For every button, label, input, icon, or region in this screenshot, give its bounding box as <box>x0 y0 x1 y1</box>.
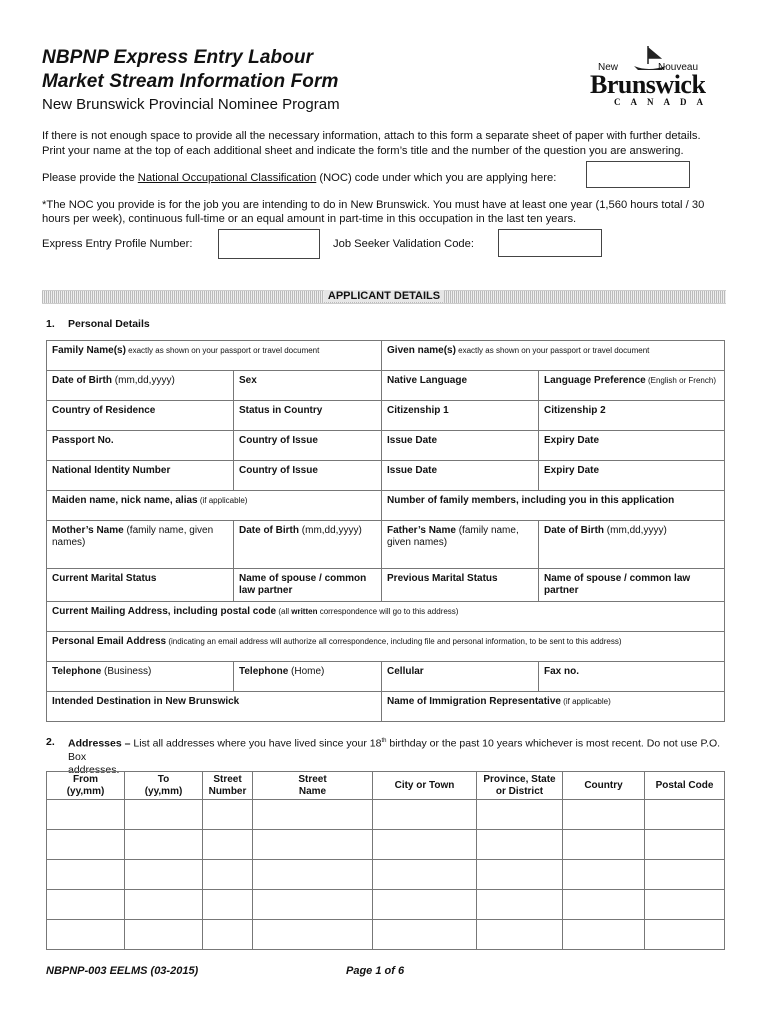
address-cell[interactable] <box>203 920 253 950</box>
email-field[interactable]: Personal Email Address (indicating an email address will authorize all correspondence, including file and personal information, to be sent to this address) <box>47 632 725 662</box>
family-name-field[interactable]: Family Name(s) exactly as shown on your passport or travel document <box>47 341 382 371</box>
table-row <box>47 920 725 950</box>
q2-number: 2. <box>46 736 55 748</box>
table-row <box>47 521 725 569</box>
dob-field[interactable]: Date of Birth (mm,dd,yyyy) <box>47 371 234 401</box>
marital-status-field[interactable]: Current Marital Status <box>47 569 234 602</box>
address-cell[interactable] <box>645 800 725 830</box>
address-cell[interactable] <box>645 890 725 920</box>
address-cell[interactable] <box>253 920 373 950</box>
noc-prefix: Please provide the <box>42 172 138 184</box>
address-cell[interactable] <box>47 800 125 830</box>
address-cell[interactable] <box>373 890 477 920</box>
noc-code-input[interactable] <box>586 161 690 188</box>
table-row <box>47 569 725 602</box>
address-cell[interactable] <box>203 830 253 860</box>
address-cell[interactable] <box>253 830 373 860</box>
q1-number: 1. <box>46 318 55 330</box>
previous-marital-status-field[interactable]: Previous Marital Status <box>382 569 539 602</box>
address-cell[interactable] <box>645 920 725 950</box>
address-cell[interactable] <box>125 890 203 920</box>
table-row <box>47 341 725 371</box>
address-cell[interactable] <box>203 860 253 890</box>
address-column-header: Street Name <box>253 772 373 800</box>
address-cell[interactable] <box>253 890 373 920</box>
address-cell[interactable] <box>645 830 725 860</box>
address-cell[interactable] <box>47 860 125 890</box>
status-country-field[interactable]: Status in Country <box>234 401 382 431</box>
address-cell[interactable] <box>47 920 125 950</box>
address-cell[interactable] <box>203 800 253 830</box>
logo-brunswick: Brunswick <box>590 70 706 99</box>
national-id-expiry-date-field[interactable]: Expiry Date <box>539 461 725 491</box>
address-cell[interactable] <box>477 920 563 950</box>
addresses-table <box>46 771 725 950</box>
table-row <box>47 800 725 830</box>
address-cell[interactable] <box>563 920 645 950</box>
address-column-header: To (yy,mm) <box>125 772 203 800</box>
logo-nouveau: Nouveau <box>658 62 699 73</box>
address-cell[interactable] <box>563 890 645 920</box>
address-cell[interactable] <box>563 830 645 860</box>
father-name-field[interactable]: Father’s Name (family name, given names) <box>382 521 539 569</box>
address-cell[interactable] <box>125 800 203 830</box>
form-title-line1: NBPNP Express Entry Labour <box>42 47 314 68</box>
national-id-issue-date-field[interactable]: Issue Date <box>382 461 539 491</box>
address-cell[interactable] <box>563 860 645 890</box>
address-cell[interactable] <box>47 830 125 860</box>
citizenship1-field[interactable]: Citizenship 1 <box>382 401 539 431</box>
table-row <box>47 431 725 461</box>
address-cell[interactable] <box>563 800 645 830</box>
seeker-code-input[interactable] <box>498 229 602 257</box>
national-id-country-issue-field[interactable]: Country of Issue <box>234 461 382 491</box>
form-code: NBPNP-003 EELMS (03-2015) <box>46 965 199 977</box>
section-banner <box>42 290 726 304</box>
previous-spouse-name-field[interactable]: Name of spouse / common law partner <box>539 569 725 602</box>
address-column-header: City or Town <box>373 772 477 800</box>
mailing-address-field[interactable]: Current Mailing Address, including postal code (all written correspondence will go to this address) <box>47 602 725 632</box>
address-cell[interactable] <box>477 890 563 920</box>
given-name-field[interactable]: Given name(s) exactly as shown on your passport or travel document <box>382 341 725 371</box>
address-cell[interactable] <box>203 890 253 920</box>
noc-suffix: (NOC) code under which you are applying here: <box>316 172 557 184</box>
section-banner-label: APPLICANT DETAILS <box>324 290 444 302</box>
q2-text-a: List all addresses where you have lived since your 18 <box>133 737 382 750</box>
address-column-header: Street Number <box>203 772 253 800</box>
q1-title: Personal Details <box>68 318 150 330</box>
form-title-line2: Market Stream Information Form <box>42 71 339 92</box>
address-cell[interactable] <box>477 860 563 890</box>
telephone-business-field[interactable]: Telephone (Business) <box>47 662 234 692</box>
national-id-field[interactable]: National Identity Number <box>47 461 234 491</box>
table-row <box>47 890 725 920</box>
logo-new: New <box>598 62 619 73</box>
address-cell[interactable] <box>373 860 477 890</box>
table-row <box>47 692 725 722</box>
passport-expiry-date-field[interactable]: Expiry Date <box>539 431 725 461</box>
cellular-field[interactable]: Cellular <box>382 662 539 692</box>
mother-name-field[interactable]: Mother’s Name (family name, given names) <box>47 521 234 569</box>
personal-details-table <box>46 340 725 722</box>
address-cell[interactable] <box>477 800 563 830</box>
father-dob-field[interactable]: Date of Birth (mm,dd,yyyy) <box>539 521 725 569</box>
citizenship2-field[interactable]: Citizenship 2 <box>539 401 725 431</box>
address-cell[interactable] <box>47 890 125 920</box>
address-column-header: Province, State or District <box>477 772 563 800</box>
page-number: Page 1 of 6 <box>346 965 405 977</box>
address-cell[interactable] <box>125 830 203 860</box>
table-row <box>47 461 725 491</box>
seeker-code-label: Job Seeker Validation Code: <box>333 238 474 250</box>
table-row <box>47 830 725 860</box>
profile-number-input[interactable] <box>218 229 320 259</box>
address-column-header: From (yy,mm) <box>47 772 125 800</box>
address-cell[interactable] <box>253 800 373 830</box>
table-row <box>47 371 725 401</box>
country-residence-field[interactable]: Country of Residence <box>47 401 234 431</box>
profile-number-label: Express Entry Profile Number: <box>42 238 193 250</box>
family-members-field[interactable]: Number of family members, including you in this application <box>382 491 725 521</box>
table-row <box>47 491 725 521</box>
q2-sup: th <box>381 738 387 744</box>
fax-field[interactable]: Fax no. <box>539 662 725 692</box>
noc-link[interactable]: National Occupational Classification <box>137 172 317 184</box>
logo-canada: C A N A D A <box>614 97 706 107</box>
table-row <box>47 602 725 632</box>
representative-field[interactable]: Name of Immigration Representative (if applicable) <box>382 692 725 722</box>
telephone-home-field[interactable]: Telephone (Home) <box>234 662 382 692</box>
address-cell[interactable] <box>253 860 373 890</box>
sex-field[interactable]: Sex <box>234 371 382 401</box>
q2-text-c: addresses. <box>68 763 120 776</box>
table-row <box>47 401 725 431</box>
intro-line2: Print your name at the top of each additional sheet and indicate the form’s title and the number of the question you are answering. <box>42 145 684 157</box>
address-cell[interactable] <box>373 830 477 860</box>
q2-title: Addresses – <box>68 737 134 750</box>
maiden-name-field[interactable]: Maiden name, nick name, alias (if applicable) <box>47 491 382 521</box>
address-cell[interactable] <box>477 830 563 860</box>
address-cell[interactable] <box>373 800 477 830</box>
address-column-header: Postal Code <box>645 772 725 800</box>
table-row <box>47 632 725 662</box>
address-cell[interactable] <box>125 860 203 890</box>
noc-note-line2: hours per week), continuous full-time or an equal amount in part-time in this occupation in the last ten years. <box>42 213 577 225</box>
address-cell[interactable] <box>125 920 203 950</box>
table-row <box>47 662 725 692</box>
mother-dob-field[interactable]: Date of Birth (mm,dd,yyyy) <box>234 521 382 569</box>
address-column-header: Country <box>563 772 645 800</box>
nb-logo <box>586 40 726 110</box>
table-row <box>47 772 725 800</box>
address-cell[interactable] <box>645 860 725 890</box>
passport-country-issue-field[interactable]: Country of Issue <box>234 431 382 461</box>
table-row <box>47 860 725 890</box>
passport-issue-date-field[interactable]: Issue Date <box>382 431 539 461</box>
passport-field[interactable]: Passport No. <box>47 431 234 461</box>
q2-text-b: birthday or the past 10 years whichever is most recent. Do not use P.O. Box <box>68 737 721 763</box>
form-subtitle: New Brunswick Provincial Nominee Program <box>42 96 340 113</box>
noc-note-line1: *The NOC you provide is for the job you are intending to do in New Brunswick. You must have at least one year (1,560 hours total / 30 <box>42 199 705 211</box>
spouse-name-field[interactable]: Name of spouse / common law partner <box>234 569 382 602</box>
language-preference-field[interactable]: Language Preference (English or French) <box>539 371 725 401</box>
address-cell[interactable] <box>373 920 477 950</box>
native-language-field[interactable]: Native Language <box>382 371 539 401</box>
destination-field[interactable]: Intended Destination in New Brunswick <box>47 692 382 722</box>
intro-line1: If there is not enough space to provide all the necessary information, attach to this form a separate sheet of paper with further details. <box>42 130 701 142</box>
